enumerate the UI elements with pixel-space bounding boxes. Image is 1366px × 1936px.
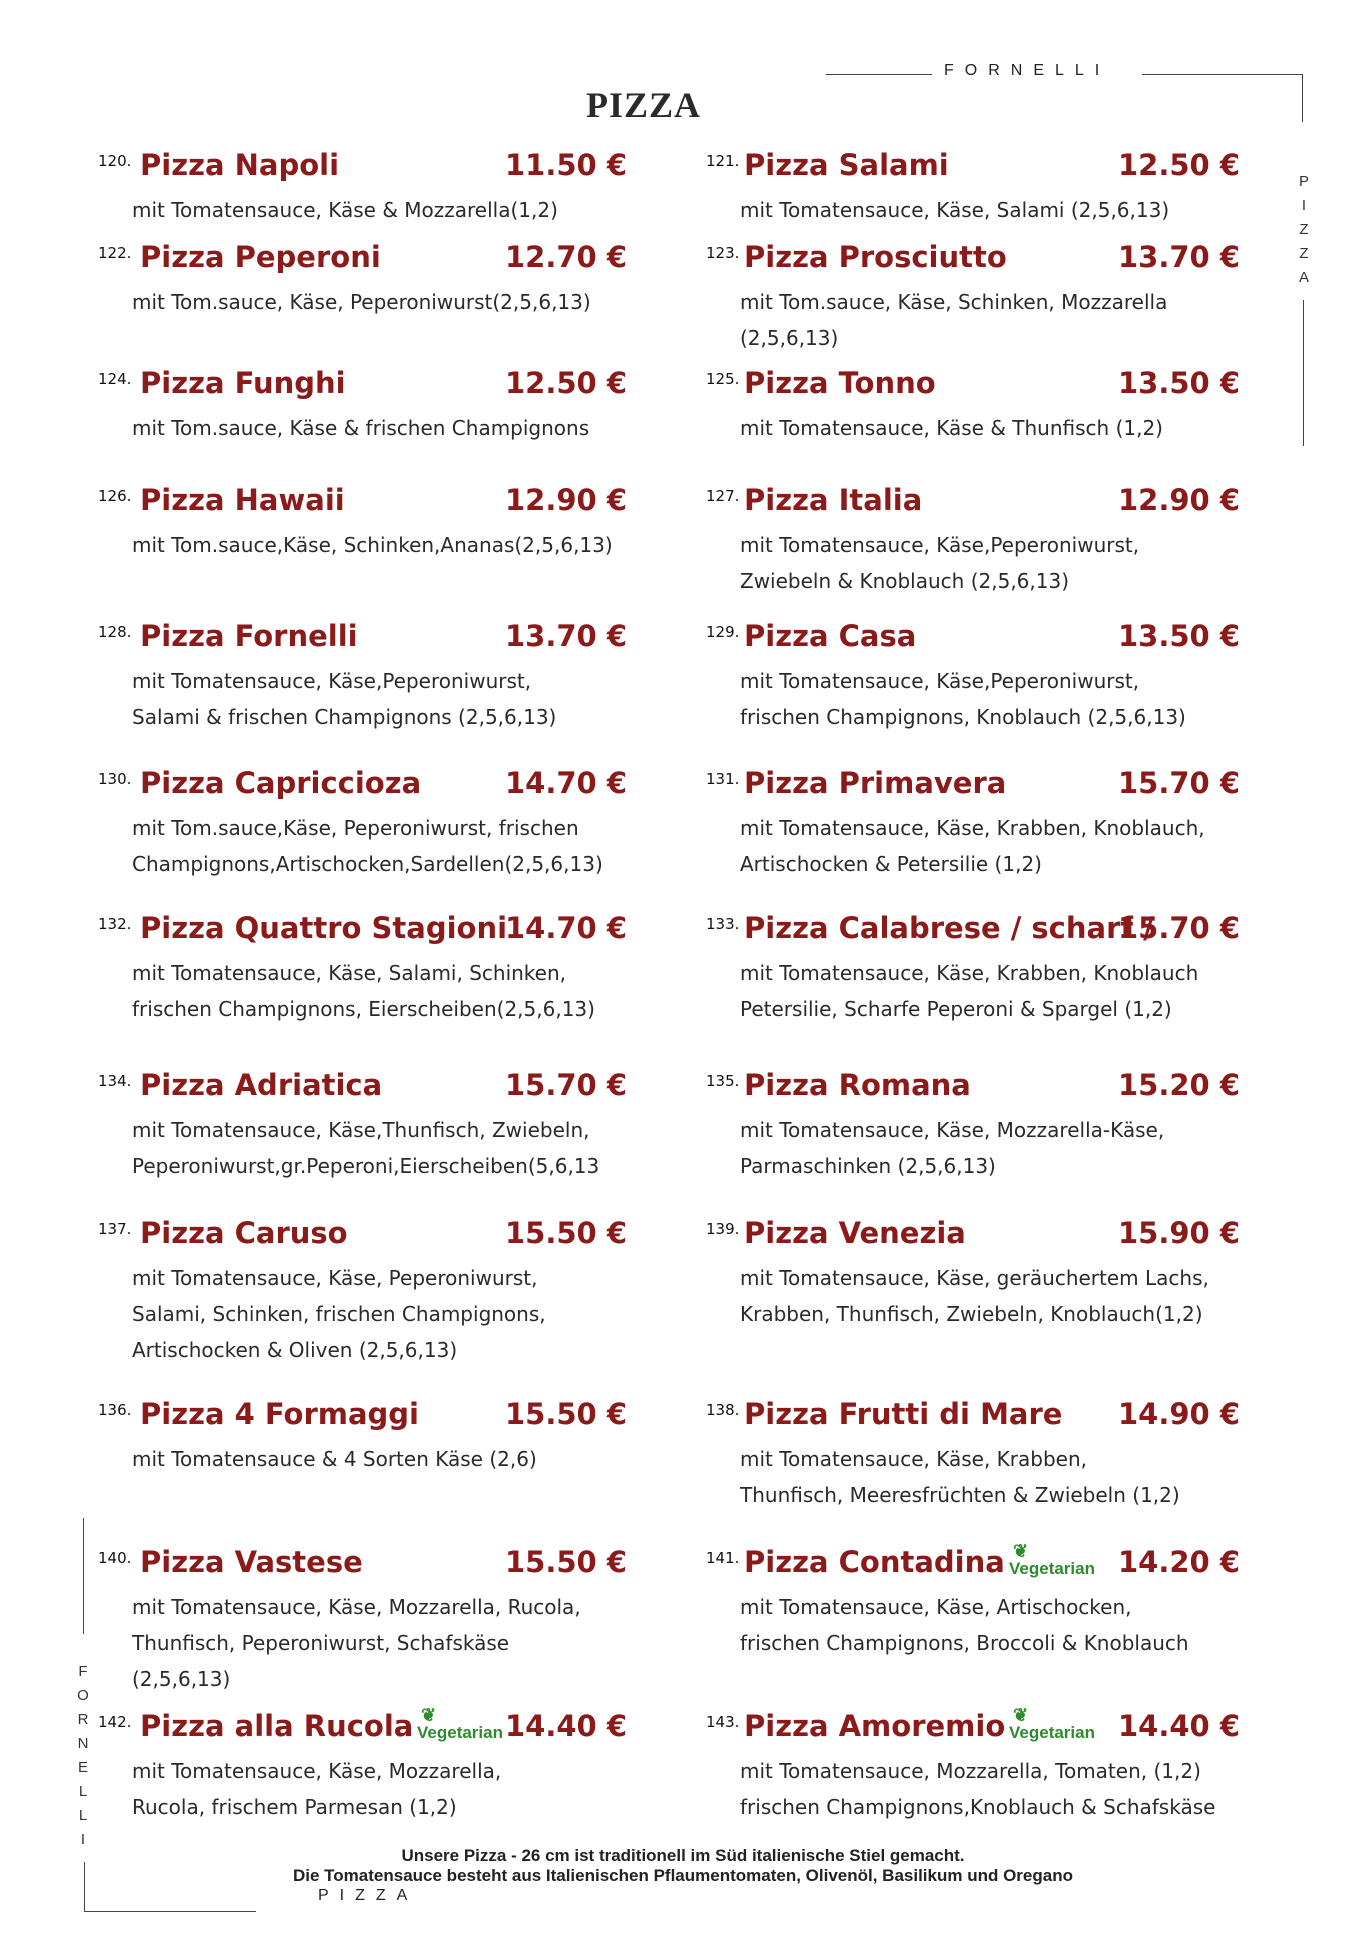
item-description: Parmaschinken (2,5,6,13): [740, 1154, 996, 1178]
item-price: 15.90 €: [1118, 1216, 1241, 1250]
item-description: mit Tomatensauce, Käse, Krabben, Knoblauch: [740, 961, 1199, 985]
item-name: Pizza Salami: [744, 148, 949, 182]
brand-header: FORNELLI: [944, 62, 1111, 79]
item-description: Champignons,Artischocken,Sardellen(2,5,6,13): [132, 852, 603, 876]
item-price: 14.90 €: [1118, 1397, 1241, 1431]
item-description: Thunfisch, Meeresfrüchten & Zwiebeln (1,2): [740, 1483, 1180, 1507]
vegetarian-label: Vegetarian: [417, 1723, 503, 1742]
item-description: mit Tomatensauce, Käse,Peperoniwurst,: [132, 669, 532, 693]
item-price: 15.20 €: [1118, 1068, 1241, 1102]
item-number: 128.: [98, 623, 132, 641]
item-price: 14.40 €: [1118, 1709, 1241, 1743]
item-number: 130.: [98, 770, 132, 788]
item-description: mit Tomatensauce, Käse,Peperoniwurst,: [740, 533, 1140, 557]
item-name: Pizza Contadina: [744, 1545, 1005, 1579]
item-price: 15.70 €: [505, 1068, 628, 1102]
item-price: 15.50 €: [505, 1397, 628, 1431]
item-number: 134.: [98, 1072, 132, 1090]
item-description: mit Tomatensauce, Käse, Salami, Schinken,: [132, 961, 567, 985]
vegetarian-label: Vegetarian: [1009, 1723, 1095, 1742]
item-description: mit Tom.sauce, Käse & frischen Champignons: [132, 416, 590, 440]
item-price: 12.70 €: [505, 240, 628, 274]
item-number: 142.: [98, 1713, 132, 1731]
item-number: 140.: [98, 1549, 132, 1567]
item-name: Pizza Hawaii: [140, 483, 345, 517]
item-name: Pizza alla Rucola: [140, 1709, 414, 1743]
item-number: 143.: [706, 1713, 740, 1731]
item-description: Salami, Schinken, frischen Champignons,: [132, 1302, 546, 1326]
item-description: Zwiebeln & Knoblauch (2,5,6,13): [740, 569, 1070, 593]
leaf-icon: ❦: [1013, 1705, 1029, 1725]
top-rule-right: [1142, 74, 1302, 75]
item-price: 15.70 €: [1118, 766, 1241, 800]
right-side-rule: [1303, 300, 1304, 446]
item-name: Pizza Prosciutto: [744, 240, 1007, 274]
item-description: Artischocken & Oliven (2,5,6,13): [132, 1338, 458, 1362]
item-price: 13.70 €: [1118, 240, 1241, 274]
item-number: 139.: [706, 1220, 740, 1238]
leaf-icon: ❦: [1013, 1541, 1029, 1561]
item-price: 12.50 €: [1118, 148, 1241, 182]
item-name: Pizza Napoli: [140, 148, 340, 182]
item-number: 137.: [98, 1220, 132, 1238]
item-description: mit Tomatensauce, Käse, Krabben,: [740, 1447, 1088, 1471]
item-description: mit Tomatensauce, Käse,Thunfisch, Zwiebeln,: [132, 1118, 590, 1142]
item-description: mit Tom.sauce,Käse, Schinken,Ananas(2,5,6,13): [132, 533, 613, 557]
item-description: (2,5,6,13): [132, 1667, 231, 1691]
item-name: Pizza Amoremio: [744, 1709, 1006, 1743]
item-description: frischen Champignons, Eierscheiben(2,5,6,13): [132, 997, 595, 1021]
vegetarian-label: Vegetarian: [1009, 1559, 1095, 1578]
item-number: 135.: [706, 1072, 740, 1090]
item-description: Peperoniwurst,gr.Peperoni,Eierscheiben(5,6,13: [132, 1154, 600, 1178]
item-description: Salami & frischen Champignons (2,5,6,13): [132, 705, 557, 729]
item-name: Pizza Peperoni: [140, 240, 381, 274]
item-name: Pizza Vastese: [140, 1545, 363, 1579]
item-description: (2,5,6,13): [740, 326, 839, 350]
item-description: Artischocken & Petersilie (1,2): [740, 852, 1042, 876]
item-description: mit Tom.sauce, Käse, Schinken, Mozzarella: [740, 290, 1168, 314]
item-price: 12.90 €: [1118, 483, 1241, 517]
item-price: 13.50 €: [1118, 619, 1241, 653]
item-description: mit Tomatensauce & 4 Sorten Käse (2,6): [132, 1447, 537, 1471]
item-name: Pizza Fornelli: [140, 619, 358, 653]
item-price: 11.50 €: [505, 148, 628, 182]
item-price: 12.90 €: [505, 483, 628, 517]
item-description: frischen Champignons, Knoblauch (2,5,6,13): [740, 705, 1186, 729]
item-name: Pizza Frutti di Mare: [744, 1397, 1063, 1431]
item-price: 13.50 €: [1118, 366, 1241, 400]
item-number: 126.: [98, 487, 132, 505]
item-description: Thunfisch, Peperoniwurst, Schafskäse: [132, 1631, 510, 1655]
item-price: 14.70 €: [505, 911, 628, 945]
item-number: 133.: [706, 915, 740, 933]
item-number: 127.: [706, 487, 740, 505]
vegetarian-badge: [417, 1705, 503, 1743]
item-price: 15.70 €: [1118, 911, 1241, 945]
item-description: mit Tomatensauce, Käse, Peperoniwurst,: [132, 1266, 538, 1290]
item-description: mit Tomatensauce, Käse & Mozzarella(1,2): [132, 198, 558, 222]
item-number: 136.: [98, 1401, 132, 1419]
item-name: Pizza Tonno: [744, 366, 936, 400]
item-price: 15.50 €: [505, 1216, 628, 1250]
side-label-left: F O R N E L L I: [77, 1663, 89, 1848]
item-name: Pizza Quattro Stagioni: [140, 911, 508, 945]
item-description: Rucola, frischem Parmesan (1,2): [132, 1795, 457, 1819]
side-label-right: P I Z Z A: [1298, 173, 1309, 286]
item-description: mit Tom.sauce, Käse, Peperoniwurst(2,5,6,13): [132, 290, 591, 314]
item-description: frischen Champignons, Broccoli & Knoblauch: [740, 1631, 1189, 1655]
item-number: 121.: [706, 152, 740, 170]
item-name: Pizza Venezia: [744, 1216, 966, 1250]
page-title: PIZZA: [586, 85, 702, 125]
footer-note-1: Unsere Pizza - 26 cm ist traditionell im Süd italienische Stiel gemacht.: [401, 1846, 965, 1865]
item-description: mit Tomatensauce, Käse, geräuchertem Lachs,: [740, 1266, 1209, 1290]
item-description: mit Tomatensauce, Käse,Peperoniwurst,: [740, 669, 1140, 693]
item-number: 129.: [706, 623, 740, 641]
right-frame-vertical: [1302, 74, 1303, 122]
item-number: 141.: [706, 1549, 740, 1567]
item-name: Pizza Romana: [744, 1068, 971, 1102]
item-description: mit Tomatensauce, Käse, Krabben, Knoblauch,: [740, 816, 1205, 840]
leaf-icon: ❦: [421, 1705, 437, 1725]
item-number: 123.: [706, 244, 740, 262]
item-description: mit Tomatensauce, Käse, Mozzarella, Rucola,: [132, 1595, 581, 1619]
item-description: mit Tomatensauce, Mozzarella, Tomaten, (1,2): [740, 1759, 1201, 1783]
item-number: 122.: [98, 244, 132, 262]
item-description: Krabben, Thunfisch, Zwiebeln, Knoblauch(1,2): [740, 1302, 1203, 1326]
item-description: mit Tomatensauce, Käse, Mozzarella,: [132, 1759, 502, 1783]
item-name: Pizza 4 Formaggi: [140, 1397, 419, 1431]
item-price: 14.70 €: [505, 766, 628, 800]
item-description: frischen Champignons,Knoblauch & Schafskäse: [740, 1795, 1216, 1819]
footer-note-2: Die Tomatensauce besteht aus Italienischen Pflaumentomaten, Olivenöl, Basilikum und Oregano: [293, 1866, 1073, 1885]
vegetarian-badge: [1009, 1705, 1095, 1743]
item-number: 120.: [98, 152, 132, 170]
item-number: 138.: [706, 1401, 740, 1419]
item-price: 14.20 €: [1118, 1545, 1241, 1579]
item-name: Pizza Funghi: [140, 366, 346, 400]
bottom-label: PIZZA: [318, 1887, 419, 1904]
item-name: Pizza Caruso: [140, 1216, 348, 1250]
item-name: Pizza Calabrese / scharf /: [744, 911, 1154, 945]
item-description: mit Tomatensauce, Käse, Artischocken,: [740, 1595, 1132, 1619]
top-rule-left: [826, 74, 932, 75]
item-price: 13.70 €: [505, 619, 628, 653]
item-name: Pizza Casa: [744, 619, 917, 653]
item-price: 12.50 €: [505, 366, 628, 400]
item-description: Petersilie, Scharfe Peperoni & Spargel (1,2): [740, 997, 1172, 1021]
item-price: 14.40 €: [505, 1709, 628, 1743]
item-name: Pizza Primavera: [744, 766, 1007, 800]
bottom-rule-left: [84, 1911, 256, 1912]
item-description: mit Tomatensauce, Käse & Thunfisch (1,2): [740, 416, 1163, 440]
item-description: mit Tomatensauce, Käse, Salami (2,5,6,13): [740, 198, 1170, 222]
left-side-rule: [83, 1518, 84, 1634]
item-name: Pizza Adriatica: [140, 1068, 383, 1102]
item-number: 125.: [706, 370, 740, 388]
item-number: 124.: [98, 370, 132, 388]
item-description: mit Tom.sauce,Käse, Peperoniwurst, frischen: [132, 816, 579, 840]
item-name: Pizza Capriccioza: [140, 766, 422, 800]
item-name: Pizza Italia: [744, 483, 923, 517]
item-number: 132.: [98, 915, 132, 933]
vegetarian-badge: [1009, 1541, 1095, 1579]
item-description: mit Tomatensauce, Käse, Mozzarella-Käse,: [740, 1118, 1165, 1142]
item-price: 15.50 €: [505, 1545, 628, 1579]
item-number: 131.: [706, 770, 740, 788]
